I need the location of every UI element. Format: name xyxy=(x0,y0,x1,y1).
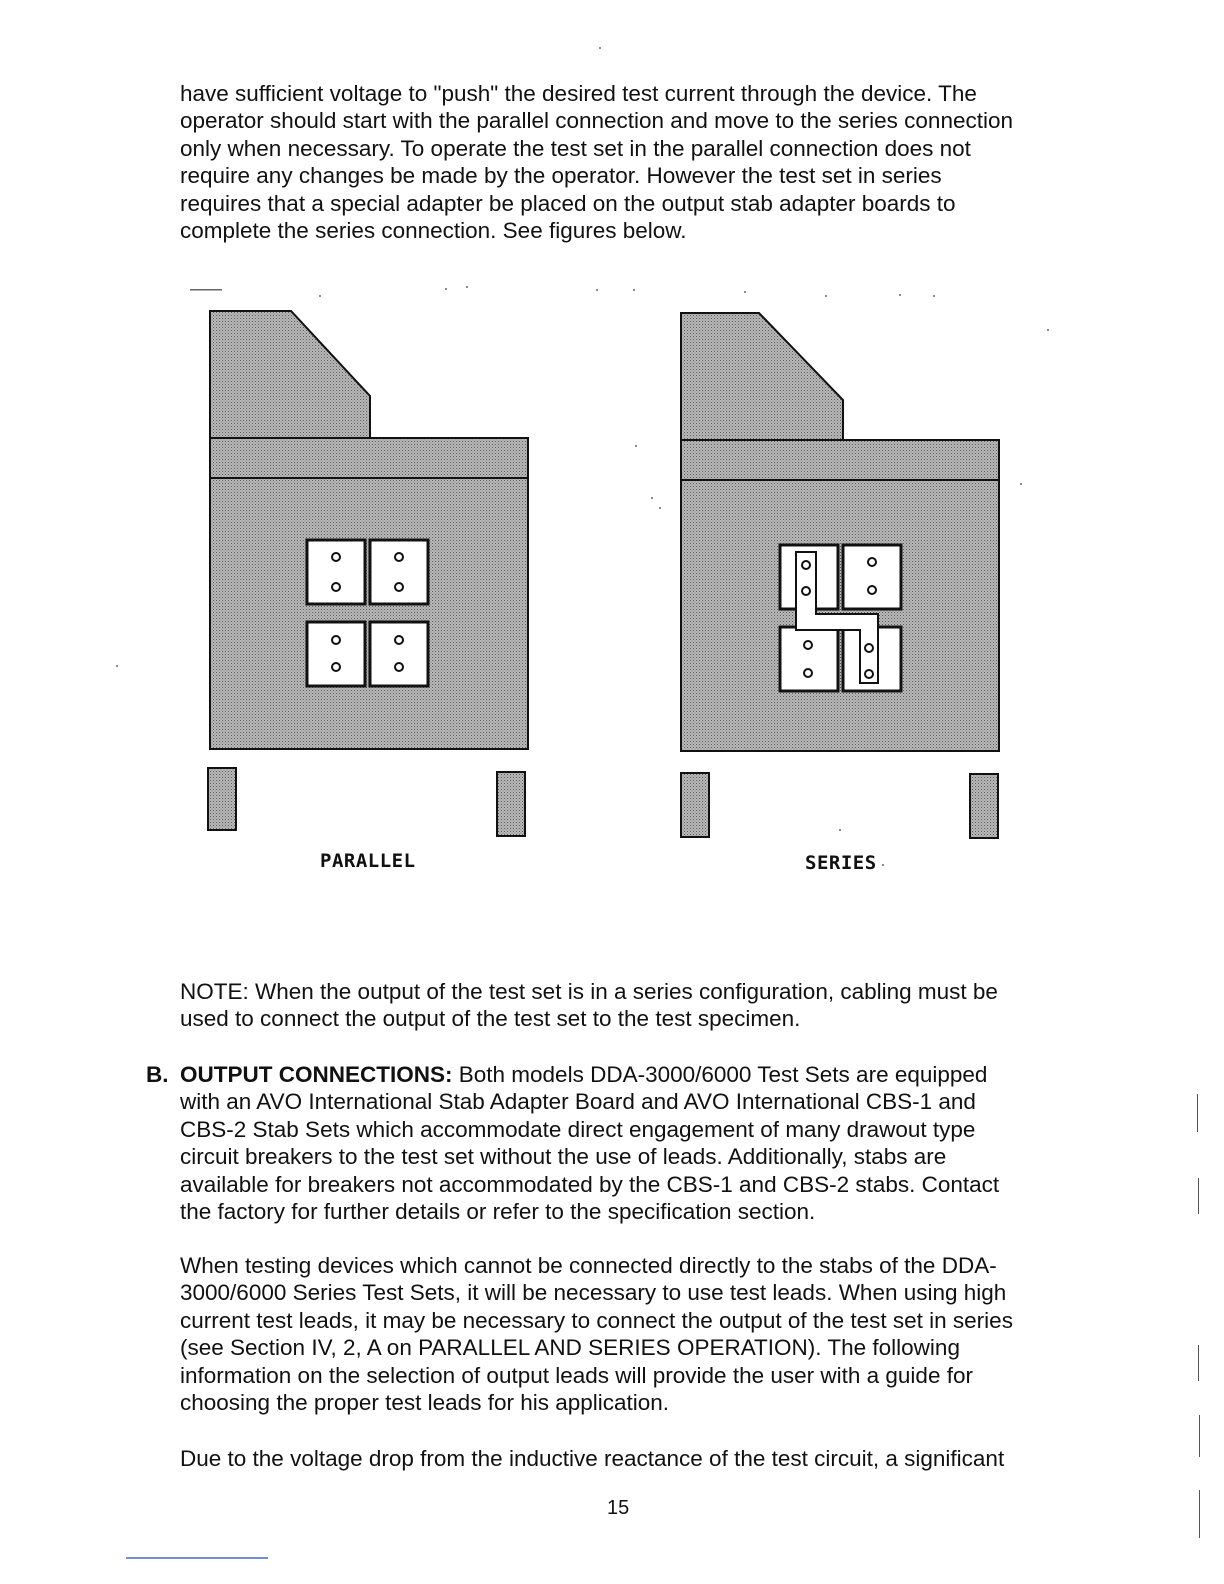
section-b-letter: B. xyxy=(146,1062,169,1087)
page-number: 15 xyxy=(607,1497,630,1519)
margin-mark xyxy=(1199,1490,1200,1538)
parallel-panel-body xyxy=(210,478,528,749)
section-b-paragraph xyxy=(180,1061,1085,1225)
series-left-foot xyxy=(681,773,709,837)
parallel-diagram xyxy=(208,311,528,836)
parallel-panel-band xyxy=(210,438,528,478)
margin-mark xyxy=(1198,1345,1199,1381)
margin-mark xyxy=(1199,1415,1200,1457)
parallel-left-foot xyxy=(208,768,236,830)
series-panel-band xyxy=(681,440,999,480)
margin-mark xyxy=(1198,1178,1199,1214)
test-leads-paragraph: When testing devices which cannot be connected directly to the stabs of the DDA- 3000/6000 Series Test Sets, it will be necessary to use test leads. When using high current test leads, it may be necessary to connect the output of the test set in series (see Section IV, 2, A on PARALLEL AND SERIES OPERATION). The following information on the selection of output leads will provide the user with a guide for choosing the proper test leads for his application. xyxy=(180,1253,1013,1416)
margin-mark xyxy=(1197,1094,1198,1132)
series-caption: SERIES xyxy=(805,852,877,874)
parallel-right-foot xyxy=(497,772,525,836)
series-diagram xyxy=(681,313,999,838)
voltage-drop-paragraph: Due to the voltage drop from the inductive reactance of the test circuit, a significant xyxy=(180,1446,1005,1471)
footer-rule xyxy=(126,1557,268,1559)
note-paragraph: NOTE: When the output of the test set is in a series configuration, cabling must be used to connect the output of the test set to the test specimen. xyxy=(180,979,998,1032)
parallel-caption: PARALLEL xyxy=(320,850,416,872)
intro-paragraph: have sufficient voltage to "push" the desired test current through the device. The operator should start with the parallel connection and move to the series connection only when necessary. To operate the test set in the parallel connection does not require any changes be made by the operator. However the test set in series requires that a special adapter be placed on the output stab adapter boards to complete the series connection. See figures below. xyxy=(180,81,1013,244)
series-right-foot xyxy=(970,774,998,838)
section-b-body: Both models DDA-3000/6000 Test Sets are equipped with an AVO International Stab Adapter Board and AVO International CBS-1 and CBS-2 Stab Sets which accommodate direct engagement of many drawout type circuit breakers to the test set without the use of leads. Additionally, stabs are available for breakers not accommodated by the CBS-1 and CBS-2 stabs. Contact the factory for further details or refer to the specification section. xyxy=(180,1062,1000,1225)
series-panel-top xyxy=(681,313,843,440)
parallel-panel-top xyxy=(210,311,370,440)
section-b-heading: OUTPUT CONNECTIONS: xyxy=(180,1062,453,1087)
